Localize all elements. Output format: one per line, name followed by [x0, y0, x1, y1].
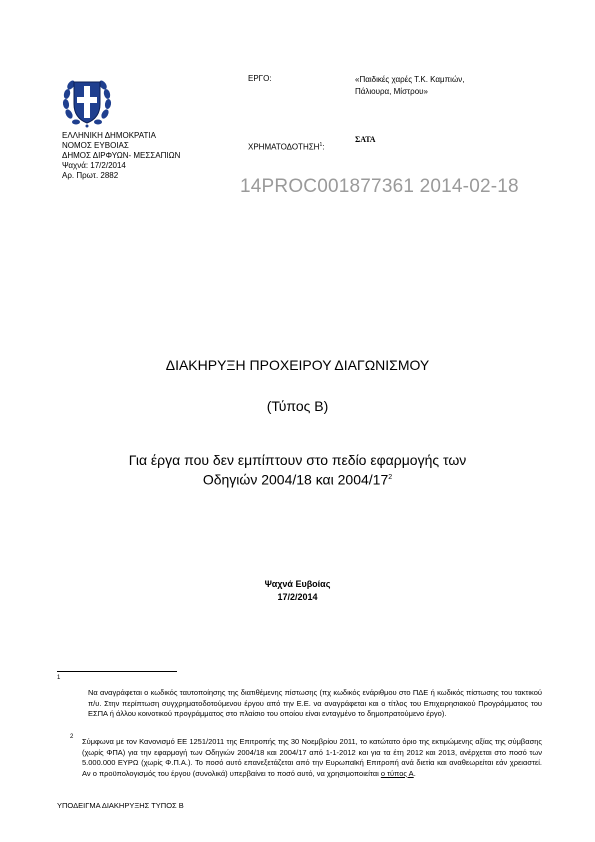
document-type: (Τύπος Β): [266, 398, 329, 414]
authority-place-date: Ψαχνά: 17/2/2014: [62, 161, 126, 170]
subtitle-line1: Για έργα που δεν εμπίπτουν στο πεδίο εφαρμογής των: [128, 452, 467, 468]
project-value-line2: Πάλιουρα, Μίστρου»: [355, 87, 428, 96]
page-footer: ΥΠΟΔΕΙΓΜΑ ΔΙΑΚΗΡΥΞΗΣ ΤΥΠΟΣ Β: [57, 801, 184, 810]
footnote-2: [82, 737, 542, 779]
footnote-1-text: Να αναγράφεται ο κωδικός ταυτοποίησης της διατιθέμενης πίστωσης (πχ κωδικός ενάριθμου στο ΠΔΕ ή κωδικός πίστωσης του τακτικού π/υ. Στην περίπτωση συγχρηματοδοτούμενου έργου από την Ε.Ε. να αναγράφεται και ο τίτλος του Επιχειρησιακού Προγράμματος του ΕΣΠΑ ή άλλου κοινοτικού προγράμματος στο πλαίσιο του οποίου είναι ενταγμένο το δημοπρατούμενο έργο).: [88, 688, 542, 718]
funding-label-suffix: :: [322, 142, 325, 152]
funding-label: [248, 142, 324, 152]
place-date-block: [0, 578, 595, 604]
subtitle-line2: [60, 469, 535, 489]
project-value-line1: «Παιδικές χαρές Τ.Κ. Καμπιών,: [355, 75, 465, 84]
document-subtitle: [60, 452, 535, 489]
footnote-1-mark: 1: [57, 675, 61, 681]
funding-value: ΣΑΤΑ: [355, 135, 376, 144]
place-name: Ψαχνά Ευβοίας: [264, 579, 331, 589]
authority-block: [62, 131, 180, 181]
footnote-separator: [57, 671, 177, 672]
funding-footnote-ref: 1: [319, 142, 323, 148]
authority-protocol-number: Αρ. Πρωτ. 2882: [62, 171, 119, 180]
authority-prefecture: ΝΟΜΟΣ ΕΥΒΟΙΑΣ: [62, 141, 129, 150]
footnote-2-link[interactable]: ο τύπος Α: [380, 768, 414, 778]
project-label: ΕΡΓΟ:: [248, 74, 272, 83]
subtitle-line2-text: Οδηγιών 2004/18 και 2004/17: [202, 471, 389, 488]
funding-label-text: ΧΡΗΜΑΤΟΔΟΤΗΣΗ: [248, 142, 320, 152]
authority-country: ΕΛΛΗΝΙΚΗ ΔΗΜΟΚΡΑΤΙΑ: [62, 131, 156, 140]
subtitle-footnote-ref: 2: [388, 474, 393, 481]
footnote-2-mark: 2: [70, 734, 74, 740]
procurement-code: 14PROC001877361 2014-02-18: [240, 176, 519, 197]
footnote-2-text: Σύμφωνα με τον Κανονισμό ΕΕ 1251/2011 της Επιτροπής της 30 Νοεμβρίου 2011, το κατώτατο όριο της εκτιμώμενης αξίας της σύμβασης (χωρίς ΦΠΑ) για την εφαρμογή των Οδηγιών 2004/18 και 2004/17 από 1-1-2012 και για τα έτη 2012 και 2013, ανέρχεται στο ποσό των 5.000.000 ΕΥΡΩ (χωρίς Φ.Π.Α.). Το ποσό αυτό επανεξετάζεται από την Ευρωπαϊκή Επιτροπή ανά διετία και αναθεωρείται εάν χρειαστεί. Αν ο προϋπολογισμός του έργου (συνολικά) υπερβαίνει το ποσό αυτό, να χρησιμοποιείται: [82, 737, 542, 778]
project-value: [355, 74, 525, 98]
document-title: ΔΙΑΚΗΡΥΞΗ ΠΡΟΧΕΙΡΟΥ ΔΙΑΓΩΝΙΣΜΟΥ: [165, 357, 430, 373]
footnote-2-end: .: [413, 768, 416, 778]
authority-municipality: ΔΗΜΟΣ ΔΙΡΦΥΩΝ- ΜΕΣΣΑΠΙΩΝ: [62, 151, 181, 160]
greek-coat-of-arms-emblem: [62, 74, 112, 128]
issue-date: 17/2/2014: [277, 592, 318, 602]
